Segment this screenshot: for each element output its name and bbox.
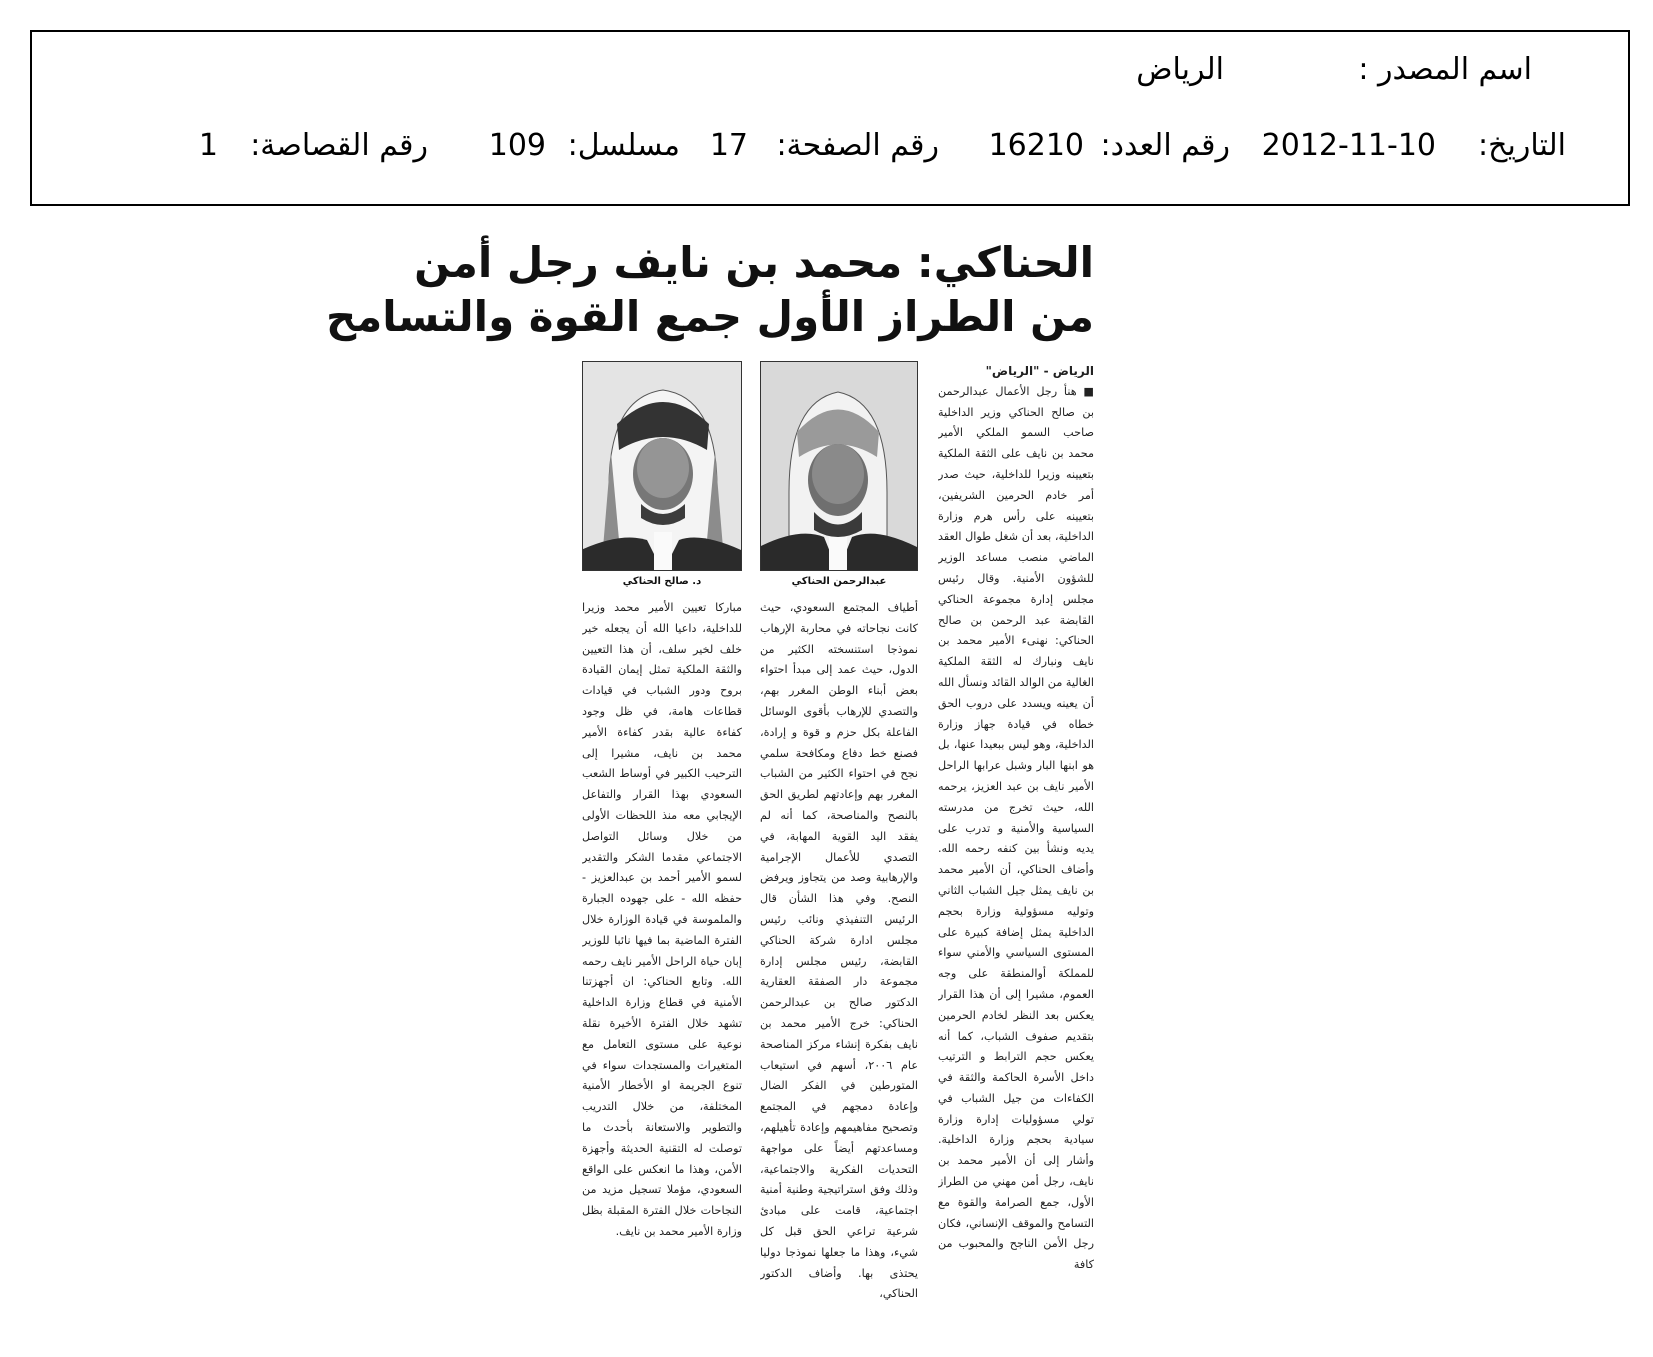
- issue-value: 16210: [988, 128, 1084, 163]
- article-column-2: [760, 598, 918, 1331]
- serial-value: 109: [488, 128, 546, 163]
- portrait-image: [760, 362, 917, 571]
- serial-label: مسلسل:: [567, 128, 680, 163]
- page-label: رقم الصفحة:: [776, 128, 939, 163]
- clipping-info-box: [30, 30, 1630, 206]
- column-1-text: ■ هنأ رجل الأعمال عبدالرحمن بن صالح الحناكي وزير الداخلية صاحب السمو الملكي الأمير محمد بن نايف على الثقة الملكية بتعيينه وزيرا للداخلية، حيث صدر أمر خادم الحرمين الشريفين، بتعيينه على رأس هرم وزارة الداخلية، بعد أن شغل طوال العقد الماضي منصب مساعد الوزير للشؤون الأمنية. وقال رئيس مجلس إدارة مجموعة الحناكي القابضة عبد الرحمن بن صالح الحناكي: نهنىء الأمير محمد بن نايف ونبارك له الثقة الملكية الغالية من الوالد القائد ونسأل الله أن يعينه ويسدد على دروب الحق خطاه في قيادة جهاز وزارة الداخلية، وهو ليس ببعيدا عنها، بل هو ابنها البار وشبل عرابها الراحل الأمير نايف بن عبد العزيز، يرحمه الله، حيث تخرج من مدرسته السياسية والأمنية و تدرب على يديه ونشأ بين كنفه رحمه الله. وأضاف الحناكي، أن الأمير محمد بن نايف يمثل جيل الشباب الثاني وتوليه مسؤولية وزارة بحجم الداخلية يمثل إضافة كبيرة على المستوى السياسي والأمني سواء للمملكة أوالمنطقة على وجه العموم، مشيرا إلى أن هذا القرار يعكس بعد النظر لخادم الحرمين بتقديم صفوف الشباب، كما أنه يعكس حجم الترابط و الترتيب داخل الأسرة الحاكمة والثقة في الكفاءات من جيل الشباب في تولي مسؤوليات إدارة وزارة سيادية بحجم وزارة الداخلية. وأشار إلى أن الأمير محمد بن نايف، رجل أمن مهني من الطراز الأول، جمع الصرامة والقوة مع التسامح والموقف الإنساني، فكان رجل الأمن الناجح والمحبوب من كافة: [938, 384, 1094, 1272]
- headline-line-2: من الطراز الأول جمع القوة والتسامح: [325, 292, 1094, 341]
- portrait-photo-abdulrahman: [760, 361, 918, 571]
- dateline: الرياض - "الرياض": [985, 364, 1094, 378]
- clip-value: 1: [198, 128, 218, 163]
- photo-2-caption: د. صالح الحناكي: [622, 576, 702, 587]
- source-value: الرياض: [1136, 52, 1224, 87]
- article-column-1: [938, 361, 1094, 1331]
- column-3-text: مباركا تعيين الأمير محمد وزيرا للداخلية، داعيا الله أن يجعله خير خلف لخير سلف، أن هذا التعيين والثقة الملكية تمثل إيمان القيادة بروح ودور الشباب في قيادات قطاعات هامة، في ظل وجود كفاءة عالية بقدر كفاءة الأمير محمد بن نايف، مشيرا إلى الترحيب الكبير في أوساط الشعب السعودي بهذا القرار والتفاعل الإيجابي معه منذ اللحظات الأولى من خلال وسائل التواصل الاجتماعي مقدما الشكر والتقدير لسمو الأمير أحمد بن عبدالعزيز - حفظه الله - على جهوده الجبارة والملموسة في قيادة الوزارة خلال الفترة الماضية بما فيها نائبا للوزير إبان حياة الراحل الأمير نايف رحمه الله. وتابع الحناكي: ان أجهزتنا الأمنية في قطاع وزارة الداخلية تشهد خلال الفترة الأخيرة نقلة نوعية على مستوى التعامل مع المتغيرات والمستجدات سواء في تنوع الجريمة او الأخطار الأمنية المختلفة، من خلال التدريب والتطوير والاستعانة بأحدث ما توصلت له التقنية الحديثة وأجهزة الأمن، وهذا ما انعكس على الواقع السعودي، مؤملا تسجيل مزيد من النجاحات خلال الفترة المقبلة بظل وزارة الأمير محمد بن نايف.: [582, 601, 742, 1238]
- portrait-photo-saleh: [582, 361, 742, 571]
- newspaper-clipping: [325, 238, 1094, 1338]
- headline-line-1: الحناكي: محمد بن نايف رجل أمن: [414, 238, 1094, 287]
- source-label: اسم المصدر :: [1358, 52, 1532, 87]
- issue-label: رقم العدد:: [1100, 128, 1230, 163]
- date-value: 2012-11-10: [1261, 128, 1436, 163]
- article-column-3: [582, 598, 742, 1331]
- page-value: 17: [709, 128, 748, 163]
- date-label: التاريخ:: [1478, 128, 1566, 163]
- portrait-image: [582, 362, 741, 571]
- clip-label: رقم القصاصة:: [250, 128, 428, 163]
- photo-1-caption: عبدالرحمن الحناكي: [791, 576, 887, 587]
- column-2-text: أطياف المجتمع السعودي، حيث كانت نجاحاته في محاربة الإرهاب نموذجا استنسخته الكثير من الدول، حيث عمد إلى مبدأ احتواء بعض أبناء الوطن المغرر بهم، والتصدي للإرهاب بأقوى الوسائل الفاعلة بكل حزم و قوة و إرادة، فصنع خط دفاع ومكافحة سلمي نجح في احتواء الكثير من الشباب المغرر بهم وإعادتهم لطريق الحق بالنصح والمناصحة، كما أنه لم يفقد اليد القوية المهابة، في التصدي للأعمال الإجرامية والإرهابية وصد من يتجاوز ويرفض النصح. وفي هذا الشأن قال الرئيس التنفيذي ونائب رئيس مجلس ادارة شركة الحناكي القابضة، رئيس مجلس إدارة مجموعة دار الصفقة العقارية الدكتور صالح بن عبدالرحمن الحناكي: خرج الأمير محمد بن نايف بفكرة إنشاء مركز المناصحة عام ٢٠٠٦، أسهم في استيعاب المتورطين في الفكر الضال وإعادة دمجهم في المجتمع وتصحيح مفاهيمهم وإعادة تأهيلهم، ومساعدتهم أيضاً على مواجهة التحديات الفكرية والاجتماعية، وذلك وفق استراتيجية وطنية أمنية اجتماعية، قامت على مبادئ شرعية تراعي الحق قبل كل شيء، وهذا ما جعلها نموذجا دوليا يحتذى بها. وأضاف الدكتور الحناكي،: [760, 601, 918, 1301]
